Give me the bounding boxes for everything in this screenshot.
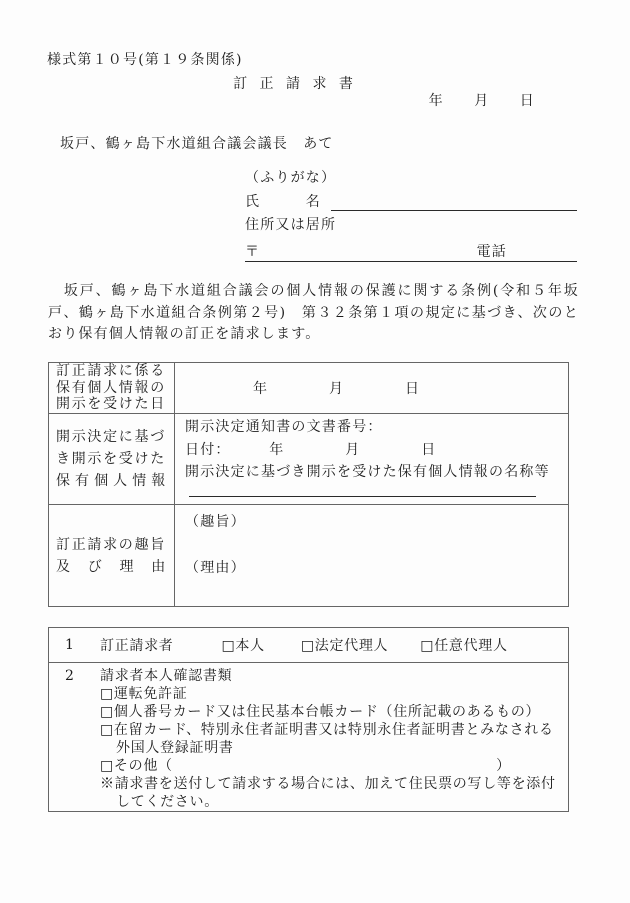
header-line: 保有個人情報の	[56, 379, 166, 396]
table-row-disclosure-date	[49, 363, 568, 413]
header-line: 開示決定に基づ	[56, 429, 166, 445]
checkbox-residence-card: □在留カード、特別永住者証明書又は特別永住者証明書とみなされる	[100, 722, 554, 738]
disclosure-date-value: 年 月 日	[253, 381, 421, 397]
document-title: 訂 正 請 求 書	[233, 76, 357, 92]
checkbox-my-number-card: □個人番号カード又は住民基本台帳カード（住所記載のあるもの）	[100, 704, 541, 720]
postal-mark: 〒	[245, 244, 261, 260]
furigana-label: （ふりがな）	[245, 170, 337, 186]
header-line: 開示を受けた日	[56, 396, 166, 413]
table-row-id-documents	[49, 663, 568, 811]
row-value-cell	[175, 414, 568, 504]
name-field-row	[245, 189, 577, 211]
address-label: 住所又は居所	[245, 217, 337, 233]
header-line: 保有個人情報	[56, 473, 167, 489]
checkbox-self: □本人	[221, 638, 265, 654]
request-detail-table	[48, 362, 569, 607]
phone-label: 電話	[476, 244, 507, 260]
doc-number-line: 開示決定通知書の文書番号：	[185, 419, 383, 435]
decision-date-line: 日付： 年 月 日	[185, 441, 437, 458]
info-name-fill-line	[189, 496, 536, 497]
checkbox-voluntary-agent: □任意代理人	[420, 638, 508, 654]
header-line: き開示を受けた	[56, 451, 166, 467]
reason-label: （理由）	[185, 560, 246, 576]
row-header-cell	[49, 363, 175, 413]
checkbox-legal-agent: □法定代理人	[300, 638, 389, 654]
mail-note-continuation: してください。	[116, 794, 219, 810]
mail-note-line: ※請求書を送付して請求する場合には、加えて住民票の写し等を添付	[100, 776, 556, 792]
checkbox-drivers-license: □運転免許証	[100, 686, 188, 702]
form-number: 様式第１０号(第１９条関係)	[47, 52, 243, 68]
id-documents-heading-line	[65, 667, 568, 685]
id-documents-heading: 請求者本人確認書類	[100, 668, 233, 684]
name-fill-line	[331, 189, 577, 211]
addressee-line: 坂戸、鶴ヶ島下水道組合議会議長 あて	[60, 136, 334, 152]
table-row-requester	[49, 628, 568, 663]
table-row-disclosed-info	[49, 413, 568, 504]
residence-card-continuation: 外国人登録証明書	[116, 740, 234, 756]
header-line: 及び理由	[56, 558, 167, 575]
info-name-line: 開示決定に基づき開示を受けた保有個人情報の名称等	[185, 464, 550, 480]
requester-label: 訂正請求者	[100, 638, 174, 654]
requester-table	[48, 627, 569, 812]
checkbox-other: □その他（ ）	[100, 758, 511, 774]
date-line: 年 月 日	[428, 93, 535, 109]
row-header-cell	[49, 414, 175, 504]
header-line: 訂正請求の趣旨	[56, 536, 166, 553]
item-number: 1	[65, 637, 75, 653]
row-value-cell	[175, 363, 568, 413]
header-line: 訂正請求に係る	[56, 363, 166, 380]
row-value-cell	[175, 505, 568, 606]
body-paragraph: 坂戸、鶴ヶ島下水道組合議会の個人情報の保護に関する条例(令和５年坂戸、鶴ヶ島下水道組合条例第２号) 第３２条第１項の規定に基づき、次のとおり保有個人情報の訂正を請求します。	[48, 283, 579, 342]
name-label: 氏 名	[245, 194, 321, 210]
table-row-purport-reason	[49, 504, 568, 606]
row-header-cell	[49, 505, 175, 606]
item-number: 2	[65, 668, 75, 684]
purport-label: （趣旨）	[185, 514, 246, 530]
postal-phone-row	[245, 240, 577, 262]
